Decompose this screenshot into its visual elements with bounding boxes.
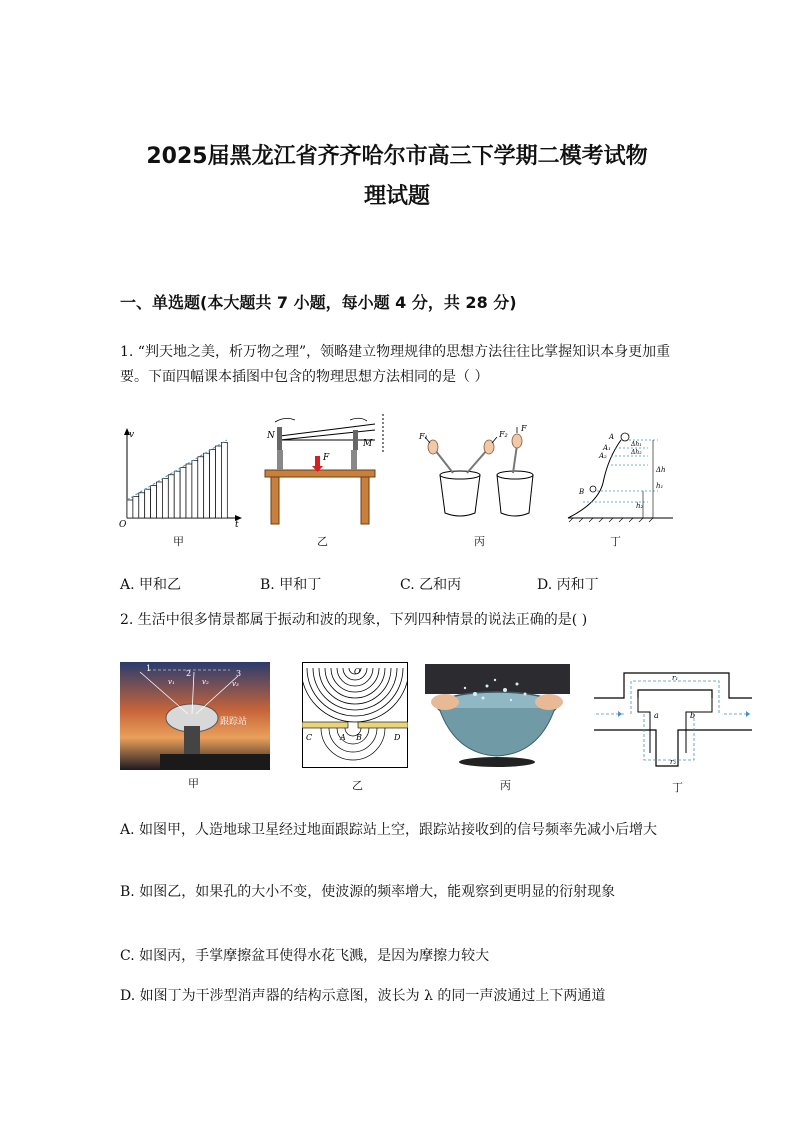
stair-bar <box>204 453 210 518</box>
figure-1-yi <box>255 412 390 527</box>
stair-bar <box>198 457 204 518</box>
label-r1: r₁ <box>672 674 679 682</box>
label-h1: h₁ <box>656 482 664 490</box>
label-2: 2 <box>186 669 192 678</box>
label-a2: A₂ <box>599 452 607 460</box>
stair-bar <box>174 471 180 518</box>
label-f3: F <box>521 425 527 433</box>
stair-bar <box>151 486 157 518</box>
label-f: F <box>323 453 330 463</box>
stair-bar <box>192 460 198 518</box>
label-a: A <box>609 433 615 441</box>
label-v2: v₂ <box>202 678 209 686</box>
label-f1: F₁ <box>419 432 428 441</box>
q2-caption-bing: 丙 <box>500 779 511 792</box>
figure-2-jia <box>120 662 270 770</box>
label-v3: v₃ <box>232 680 239 688</box>
q1-caption-ding: 丁 <box>610 535 621 548</box>
label-d: D <box>394 733 401 742</box>
label-f2: F₂ <box>499 430 508 439</box>
label-a1: A₁ <box>603 444 611 452</box>
stair-bar <box>157 482 163 518</box>
q1-caption-jia: 甲 <box>173 535 184 548</box>
staircase-bars <box>127 442 227 518</box>
q2-option-a: A. 如图甲，人造地球卫星经过地面跟踪站上空，跟踪站接收到的信号频率先减小后增大 <box>120 822 658 838</box>
stair-bar <box>210 450 216 518</box>
q2-caption-yi: 乙 <box>352 779 363 792</box>
q2-option-d: D. 如图丁为干涉型消声器的结构示意图，波长为 λ 的同一声波通过上下两通道 <box>120 988 606 1004</box>
label-v1: v₁ <box>168 678 175 686</box>
stair-bar <box>221 442 227 518</box>
label-tracking-station: 跟踪站 <box>220 717 248 727</box>
q1-option-b: B. 甲和丁 <box>260 577 322 593</box>
label-r2: r₂ <box>670 758 677 766</box>
stair-bar <box>127 500 133 518</box>
figure-1-jia <box>115 425 245 530</box>
label-h2: h₂ <box>636 502 644 510</box>
label-pa: a <box>654 711 659 720</box>
label-3: 3 <box>236 669 242 678</box>
stair-bar <box>186 464 192 518</box>
q2-caption-ding: 丁 <box>672 781 683 794</box>
figure-1-ding <box>563 428 683 523</box>
figure-2-ding <box>594 668 754 768</box>
question-1-text: 1. “判天地之美，析万物之理”，领略建立物理规律的思想方法往往比掌握知识本身更加重要。下面四幅课本插图中包含的物理思想方法相同的是（ ） <box>120 344 671 385</box>
stair-bar <box>145 489 151 518</box>
label-c: C <box>306 733 313 742</box>
origin-label: O <box>119 520 127 530</box>
q1-caption-yi: 乙 <box>317 535 328 548</box>
q1-caption-bing: 丙 <box>474 535 485 548</box>
label-dh2: Δh₂ <box>631 449 642 456</box>
question-2-text: 2. 生活中很多情景都属于振动和波的现象，下列四种情景的说法正确的是( ) <box>120 612 588 628</box>
label-1: 1 <box>146 664 152 673</box>
label-pb: b <box>690 711 696 720</box>
label-b-slit: B <box>356 733 362 742</box>
axis-v-label: v <box>129 430 135 440</box>
label-dh: Δh <box>656 466 666 474</box>
section-heading: 一、单选题(本大题共 7 小题，每小题 4 分，共 28 分) <box>120 293 517 312</box>
q1-option-a: A. 甲和乙 <box>120 577 182 593</box>
q1-option-c: C. 乙和丙 <box>400 577 462 593</box>
label-n: N <box>267 431 275 441</box>
label-b: B <box>579 488 585 496</box>
label-a-slit: A <box>340 733 346 742</box>
q2-option-c: C. 如图丙，手掌摩擦盆耳使得水花飞溅，是因为摩擦力较大 <box>120 948 490 964</box>
stair-bar <box>180 468 186 518</box>
label-o: O <box>354 667 361 676</box>
figure-2-yi <box>302 662 408 768</box>
q2-caption-jia: 甲 <box>188 777 199 790</box>
q2-option-b: B. 如图乙，如果孔的大小不变，使波源的频率增大，能观察到更明显的衍射现象 <box>120 884 616 900</box>
figure-2-bing <box>425 664 570 770</box>
label-dh1: Δh₁ <box>631 441 642 448</box>
stair-bar <box>133 496 139 518</box>
figure-1-bing <box>415 425 545 525</box>
page-title-line2: 理试题 <box>363 184 430 209</box>
stair-bar <box>162 478 168 518</box>
stair-bar <box>139 493 145 518</box>
stair-bar <box>168 475 174 518</box>
axis-t-label: t <box>235 520 239 530</box>
page-title-line1: 2025届黑龙江省齐齐哈尔市高三下学期二模考试物 <box>146 144 648 169</box>
q1-option-d: D. 丙和丁 <box>537 577 599 593</box>
label-m: M <box>363 439 373 449</box>
stair-bar <box>216 446 222 518</box>
